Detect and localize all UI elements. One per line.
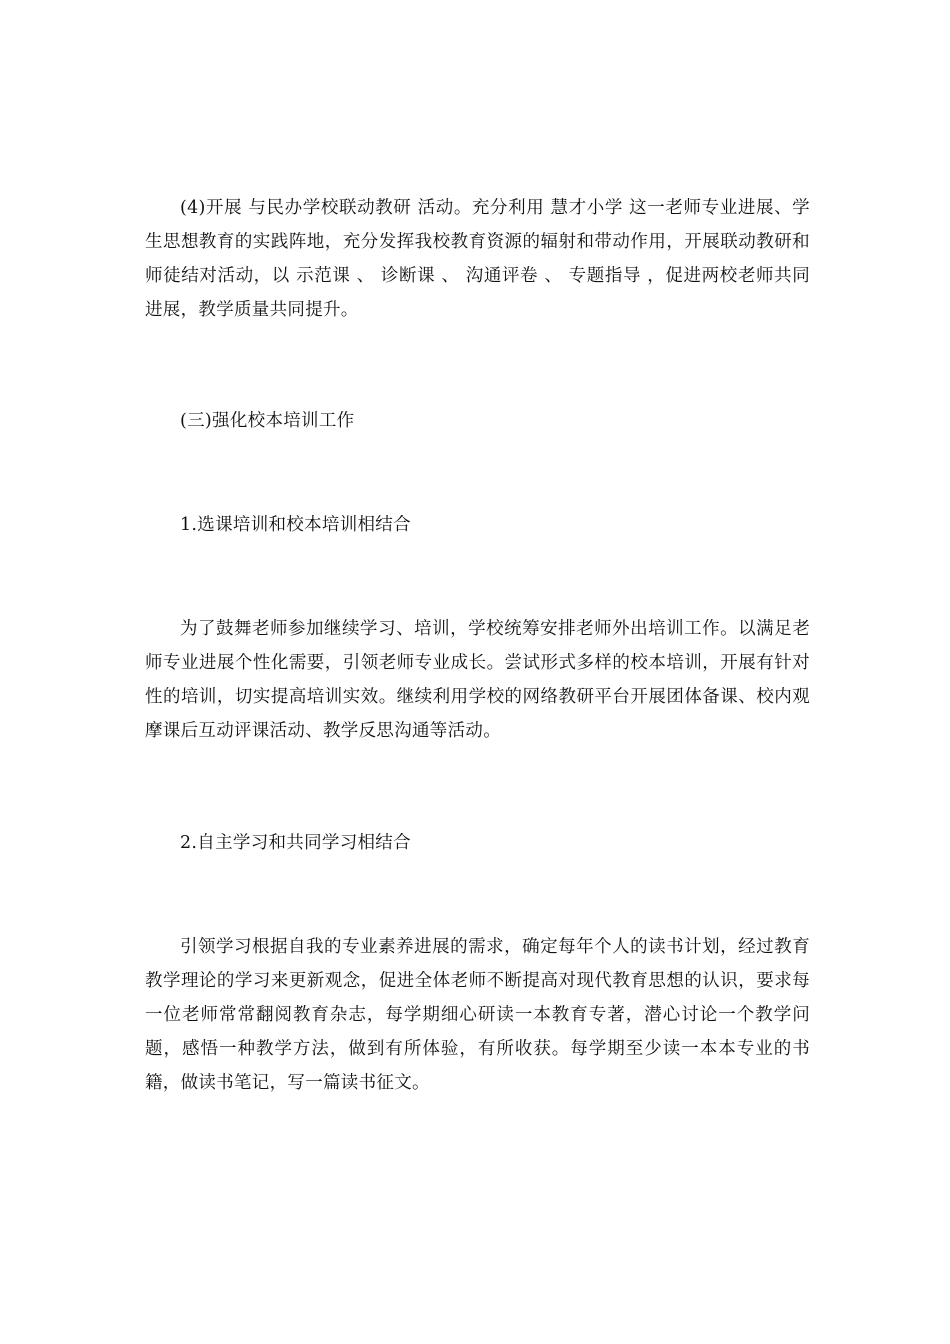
paragraph-teacher-training: 为了鼓舞老师参加继续学习、培训，学校统筹安排老师外出培训工作。以满足老师专业进展个性化需要，引领老师专业成长。尝试形式多样的校本培训，开展有针对性的培训，切实提高培训实效。继续利用学校的网络教研平台开展团体备课、校内观摩课后互动评课活动、教学反思沟通等活动。	[145, 619, 810, 741]
paragraph-joint-research: (4)开展 与民办学校联动教研 活动。充分利用 慧才小学 这一老师专业进展、学生思想教育的实践阵地，充分发挥我校教育资源的辐射和带动作用，开展联动教研和师徒结对活动，以 示范课 、 诊断课 、 沟通评卷 、 专题指导 ，促进两校老师共同进展，教学质量共同提升。	[145, 198, 810, 320]
section-heading-school-training: (三)强化校本培训工作	[180, 411, 355, 431]
subheading-course-selection-training: 1.选课培训和校本培训相结合	[180, 515, 411, 535]
paragraph-reading-plan: 引领学习根据自我的专业素养进展的需求，确定每年个人的读书计划，经过教育教学理论的学习来更新观念，促进全体老师不断提高对现代教育思想的认识，要求每一位老师常常翻阅教育杂志，每学期细心研读一本教育专著，潜心讨论一个教学问题，感悟一种教学方法，做到有所体验，有所收获。每学期至少读一本本专业的书籍，做读书笔记，写一篇读书征文。	[145, 937, 810, 1093]
subheading-self-study: 2.自主学习和共同学习相结合	[180, 833, 411, 853]
